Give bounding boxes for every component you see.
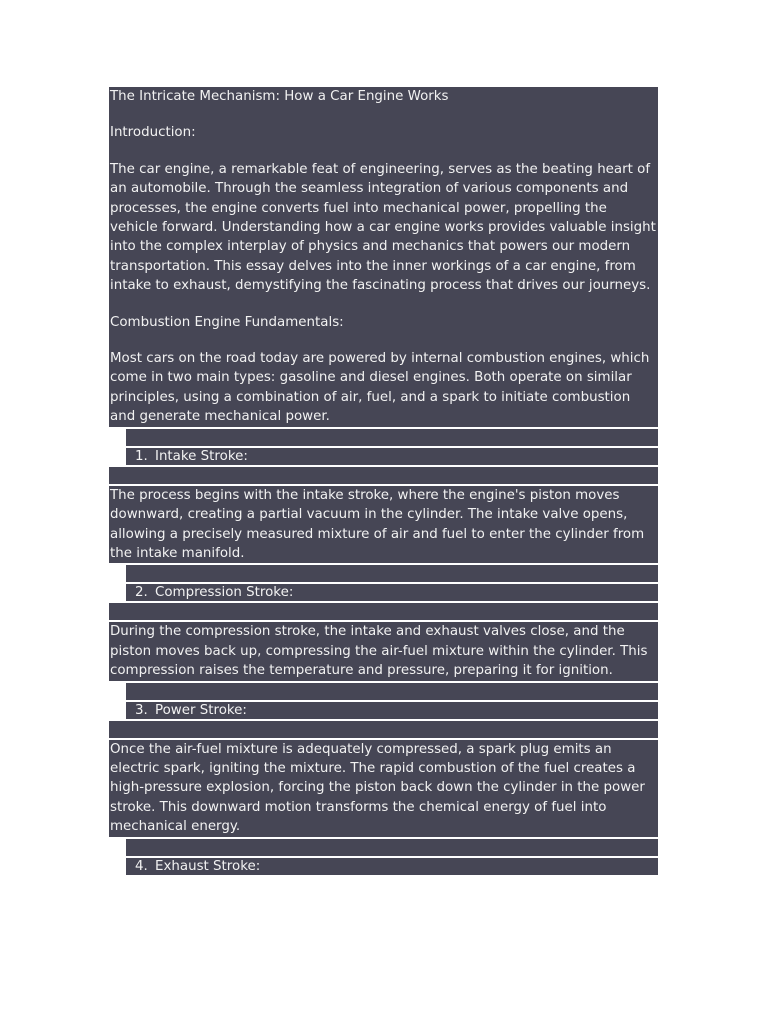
spacer — [109, 467, 658, 484]
compression-stroke-paragraph: During the compression stroke, the intake and exhaust valves close, and the piston moves back up, compressing the air-fuel mixture within the cylinder. This compression raises the temperature and pressure, preparing it for ignition. — [109, 622, 658, 680]
spacer — [126, 683, 658, 700]
intro-paragraph: The car engine, a remarkable feat of engineering, serves as the beating heart of an automobile. Through the seamless integration of various components and processes, the engine converts fuel into mechanical power, propelling the vehicle forward. Understanding how a car engine works provides valuable insight into the complex interplay of physics and mechanics that powers our modern transportation. This essay delves into the inner workings of a car engine, from intake to exhaust, demystifying the fascinating process that drives our journeys. — [109, 160, 658, 296]
list-title: Exhaust Stroke: — [155, 858, 261, 874]
document-title: The Intricate Mechanism: How a Car Engine Works — [109, 87, 658, 106]
list-title: Compression Stroke: — [155, 585, 294, 601]
list-title: Intake Stroke: — [155, 448, 248, 464]
list-number: 2. — [135, 585, 148, 601]
spacer — [126, 429, 658, 446]
list-number: 4. — [135, 858, 148, 874]
spacer — [109, 721, 658, 738]
list-item-intake-stroke — [126, 448, 658, 465]
spacer — [109, 143, 658, 160]
list-title: Power Stroke: — [155, 702, 247, 718]
spacer — [126, 565, 658, 582]
list-number: 3. — [135, 702, 148, 718]
list-item-power-stroke — [126, 702, 658, 719]
power-stroke-paragraph: Once the air-fuel mixture is adequately compressed, a spark plug emits an electric spark, igniting the mixture. The rapid combustion of the fuel creates a high-pressure explosion, forcing the piston back down the cylinder in the power stroke. This downward motion transforms the chemical energy of fuel into mechanical energy. — [109, 740, 658, 837]
spacer — [126, 839, 658, 856]
fundamentals-paragraph: Most cars on the road today are powered by internal combustion engines, which come in two main types: gasoline and diesel engines. Both operate on similar principles, using a combination of air, fuel, and a spark to initiate combustion and generate mechanical power. — [109, 349, 658, 427]
list-item-exhaust-stroke — [126, 858, 658, 875]
spacer — [109, 296, 658, 313]
spacer — [109, 332, 658, 349]
intro-heading: Introduction: — [109, 123, 658, 142]
list-number: 1. — [135, 448, 148, 464]
spacer — [109, 106, 658, 123]
spacer — [109, 603, 658, 620]
list-item-compression-stroke — [126, 584, 658, 601]
document-page — [109, 87, 658, 875]
fundamentals-heading: Combustion Engine Fundamentals: — [109, 313, 658, 332]
intake-stroke-paragraph: The process begins with the intake stroke, where the engine's piston moves downward, creating a partial vacuum in the cylinder. The intake valve opens, allowing a precisely measured mixture of air and fuel to enter the cylinder from the intake manifold. — [109, 486, 658, 564]
